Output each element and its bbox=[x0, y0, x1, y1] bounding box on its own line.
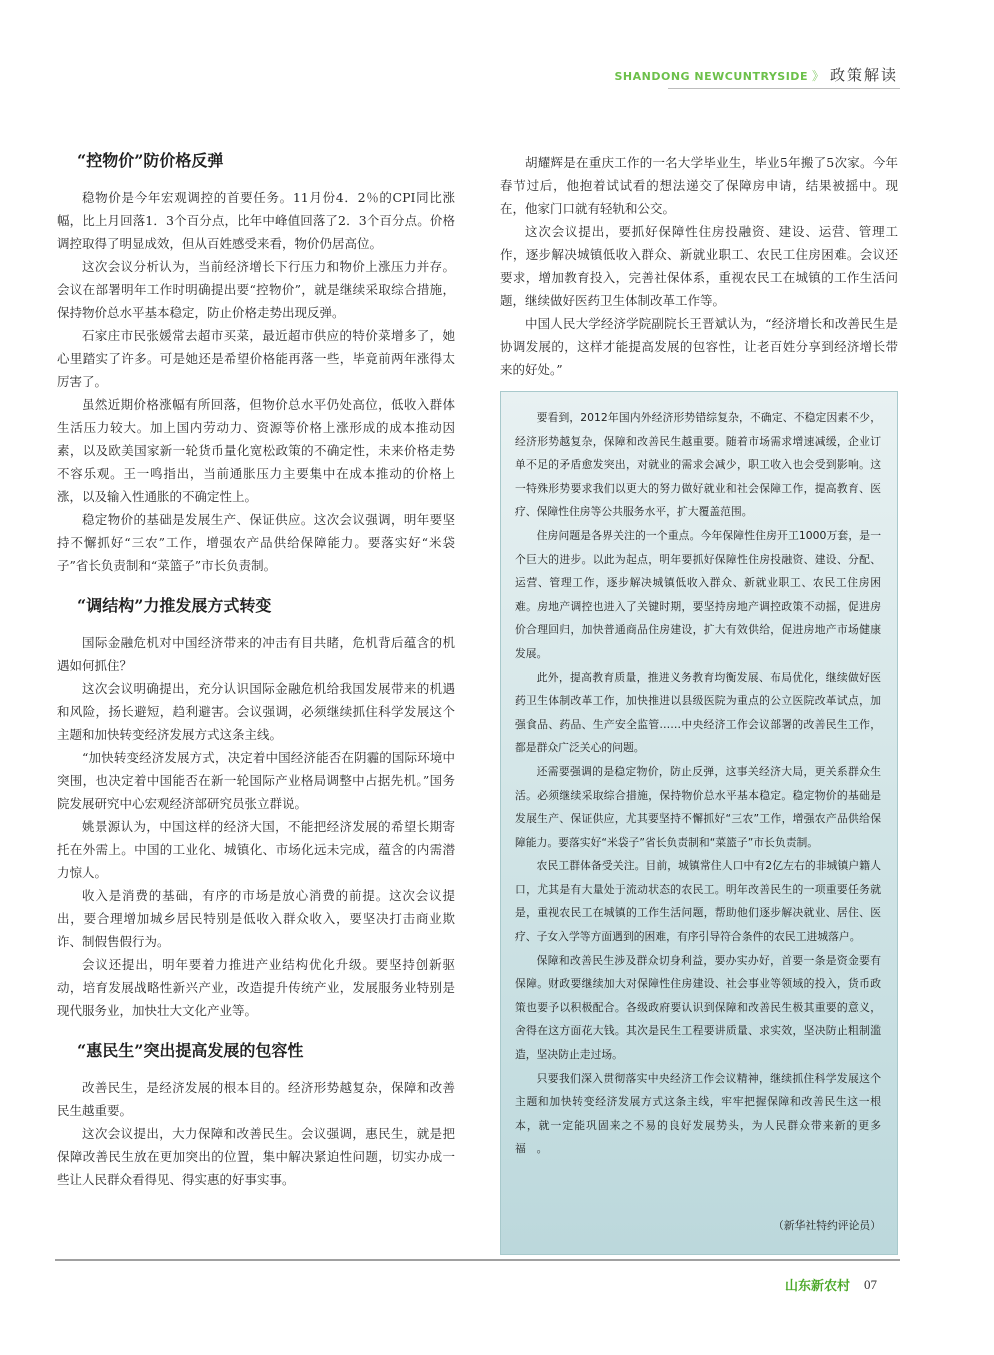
body-paragraph: 改善民生，是经济发展的根本目的。经济形势越复杂，保障和改善民生越重要。 bbox=[57, 1080, 455, 1118]
right-column bbox=[500, 151, 898, 381]
body-paragraph: 中国人民大学经济学院副院长王晋斌认为，“经济增长和改善民生是协调发展的，这样才能提高发展的包容性，让老百姓分享到经济增长带来的好处。” bbox=[500, 316, 898, 377]
body-paragraph: 姚景源认为，中国这样的经济大国，不能把经济发展的希望长期寄托在外需上。中国的工业化、城镇化、市场化远未完成，蕴含的内需潜力惊人。 bbox=[57, 819, 455, 880]
page-number: 07 bbox=[864, 1276, 877, 1292]
commentary-body bbox=[515, 406, 881, 1161]
commentary-paragraph: 还需要强调的是稳定物价，防止反弹，这事关经济大局，更关系群众生活。必须继续采取综合措施，保持物价总水平基本稳定。稳定物价的基础是发展生产、保证供应，尤其要坚持不懈抓好“三农”工作，增强农产品供给保障能力。要落实好“米袋子”省长负责制和“菜篮子”市长负责制。 bbox=[515, 764, 881, 849]
left-column bbox=[57, 148, 455, 1191]
page-header bbox=[615, 64, 899, 85]
body-paragraph: 胡耀辉是在重庆工作的一名大学毕业生，毕业5年搬了5次家。今年春节过后，他抱着试试看的想法递交了保障房申请，结果被摇中。现在，他家门口就有轻轨和公交。 bbox=[500, 155, 898, 216]
body-paragraph: 稳物价是今年宏观调控的首要任务。11月份4．2％的CPI同比涨幅，比上月回落1．3个百分点，比年中峰值回落了2．3个百分点。价格调控取得了明显成效，但从百姓感受来看，物价仍居高位。 bbox=[57, 190, 455, 251]
body-paragraph: 这次会议提出，大力保障和改善民生。会议强调，惠民生，就是把保障改善民生放在更加突出的位置，集中解决紧迫性问题，切实办成一些让人民群众看得见、得实惠的好事实事。 bbox=[57, 1126, 455, 1187]
commentary-box bbox=[500, 391, 898, 1255]
commentary-signature: （新华社特约评论员） bbox=[773, 1219, 881, 1233]
section-title: 政策解读 bbox=[829, 66, 898, 84]
commentary-paragraph: 此外，提高教育质量，推进义务教育均衡发展、布局优化，继续做好医药卫生体制改革工作，加快推进以县级医院为重点的公立医院改革试点，加强食品、药品、生产安全监管……中央经济工作会议部署的改善民生工作，都是群众广泛关心的问题。 bbox=[515, 670, 881, 755]
page-footer bbox=[785, 1275, 877, 1294]
header-divider bbox=[668, 88, 900, 89]
body-paragraph: 虽然近期价格涨幅有所回落，但物价总水平仍处高位，低收入群体生活压力较大。加上国内劳动力、资源等价格上涨形成的成本推动因素，以及欧美国家新一轮货币量化宽松政策的不确定性，未来价格走势不容乐观。王一鸣指出，当前通胀压力主要集中在成本推动的价格上涨，以及输入性通胀的不确定性上。 bbox=[57, 397, 455, 504]
body-paragraph: “加快转变经济发展方式，决定着中国经济能否在阴霾的国际环境中突围，也决定着中国能否在新一轮国际产业格局调整中占据先机。”国务院发展研究中心宏观经济部研究员张立群说。 bbox=[57, 750, 455, 811]
body-paragraph: 国际金融危机对中国经济带来的冲击有目共睹，危机背后蕴含的机遇如何抓住？ bbox=[57, 635, 455, 673]
section-heading: “惠民生”突出提高发展的包容性 bbox=[77, 1041, 304, 1060]
header-arrows: 》 bbox=[811, 69, 826, 83]
body-paragraph: 这次会议明确提出，充分认识国际金融危机给我国发展带来的机遇和风险，扬长避短，趋利避害。会议强调，必须继续抓住科学发展这个主题和加快转变经济发展方式这条主线。 bbox=[57, 681, 455, 742]
magazine-logo: 山东新农村 bbox=[784, 1279, 850, 1294]
section-heading: “控物价”防价格反弹 bbox=[77, 151, 224, 170]
body-paragraph: 这次会议提出，要抓好保障性住房投融资、建设、运营、管理工作，逐步解决城镇低收入群众、新就业职工、农民工住房困难。会议还要求，增加教育投入，完善社保体系，重视农民工在城镇的工作生活问题，继续做好医药卫生体制改革工作等。 bbox=[500, 224, 898, 308]
commentary-paragraph: 要看到，2012年国内外经济形势错综复杂，不确定、不稳定因素不少，经济形势越复杂，保障和改善民生越重要。随着市场需求增速减缓，企业订单不足的矛盾愈发突出，对就业的需求会减少，职工收入也会受到影响。这一特殊形势要求我们以更大的努力做好就业和社会保障工作，提高教育、医疗、保障性住房等公共服务水平，扩大覆盖范围。 bbox=[515, 411, 881, 519]
section-heading: “调结构”力推发展方式转变 bbox=[77, 596, 272, 615]
commentary-paragraph: 农民工群体备受关注。目前，城镇常住人口中有2亿左右的非城镇户籍人口，尤其是有大量处于流动状态的农民工。明年改善民生的一项重要任务就是，重视农民工在城镇的工作生活问题，帮助他们逐步解决就业、居住、医疗、子女入学等方面遇到的困难，有序引导符合条件的农民工进城落户。 bbox=[515, 859, 881, 944]
body-paragraph: 这次会议分析认为，当前经济增长下行压力和物价上涨压力并存。会议在部署明年工作时明确提出要“控物价”，就是继续采取综合措施，保持物价总水平基本稳定，防止价格走势出现反弹。 bbox=[57, 259, 455, 320]
body-paragraph: 稳定物价的基础是发展生产、保证供应。这次会议强调，明年要坚持不懈抓好“三农”工作，增强农产品供给保障能力。要落实好“米袋子”省长负责制和“菜篮子”市长负责制。 bbox=[57, 512, 455, 573]
commentary-paragraph: 只要我们深入贯彻落实中央经济工作会议精神，继续抓住科学发展这个主题和加快转变经济发展方式这条主线，牢牢把握保障和改善民生这一根本，就一定能巩固来之不易的良好发展势头，为人民群众带来新的更多福 。 bbox=[515, 1071, 881, 1156]
body-paragraph: 石家庄市民张媛常去超市买菜，最近超市供应的特价菜增多了，她心里踏实了许多。可是她还是希望价格能再落一些，毕竟前两年涨得太厉害了。 bbox=[57, 328, 455, 389]
commentary-paragraph: 保障和改善民生涉及群众切身利益，要办实办好，首要一条是资金要有保障。财政要继续加大对保障性住房建设、社会事业等领域的投入，货币政策也要予以积极配合。各级政府要认识到保障和改善民生极其重要的意义，舍得在这方面花大钱。其次是民生工程要讲质量、求实效，坚决防止粗制滥造，坚决防止走过场。 bbox=[515, 953, 881, 1062]
footer-divider bbox=[55, 1259, 900, 1261]
body-paragraph: 会议还提出，明年要着力推进产业结构优化升级。要坚持创新驱动，培育发展战略性新兴产业，改造提升传统产业，发展服务业特别是现代服务业，加快壮大文化产业等。 bbox=[57, 957, 455, 1018]
magazine-english-name: SHANDONG NEWCUNTRYSIDE bbox=[614, 70, 808, 83]
body-paragraph: 收入是消费的基础，有序的市场是放心消费的前提。这次会议提出，要合理增加城乡居民特别是低收入群众收入，要坚决打击商业欺诈、制假售假行为。 bbox=[57, 888, 455, 949]
commentary-paragraph: 住房问题是各界关注的一个重点。今年保障性住房开工1000万套，是一个巨大的进步。以此为起点，明年要抓好保障性住房投融资、建设、分配、运营、管理工作，逐步解决城镇低收入群众、新就业职工、农民工住房困难。房地产调控也进入了关键时期，要坚持房地产调控政策不动摇，促进房价合理回归，加快普通商品住房建设，扩大有效供给，促进房地产市场健康发展。 bbox=[515, 528, 881, 660]
